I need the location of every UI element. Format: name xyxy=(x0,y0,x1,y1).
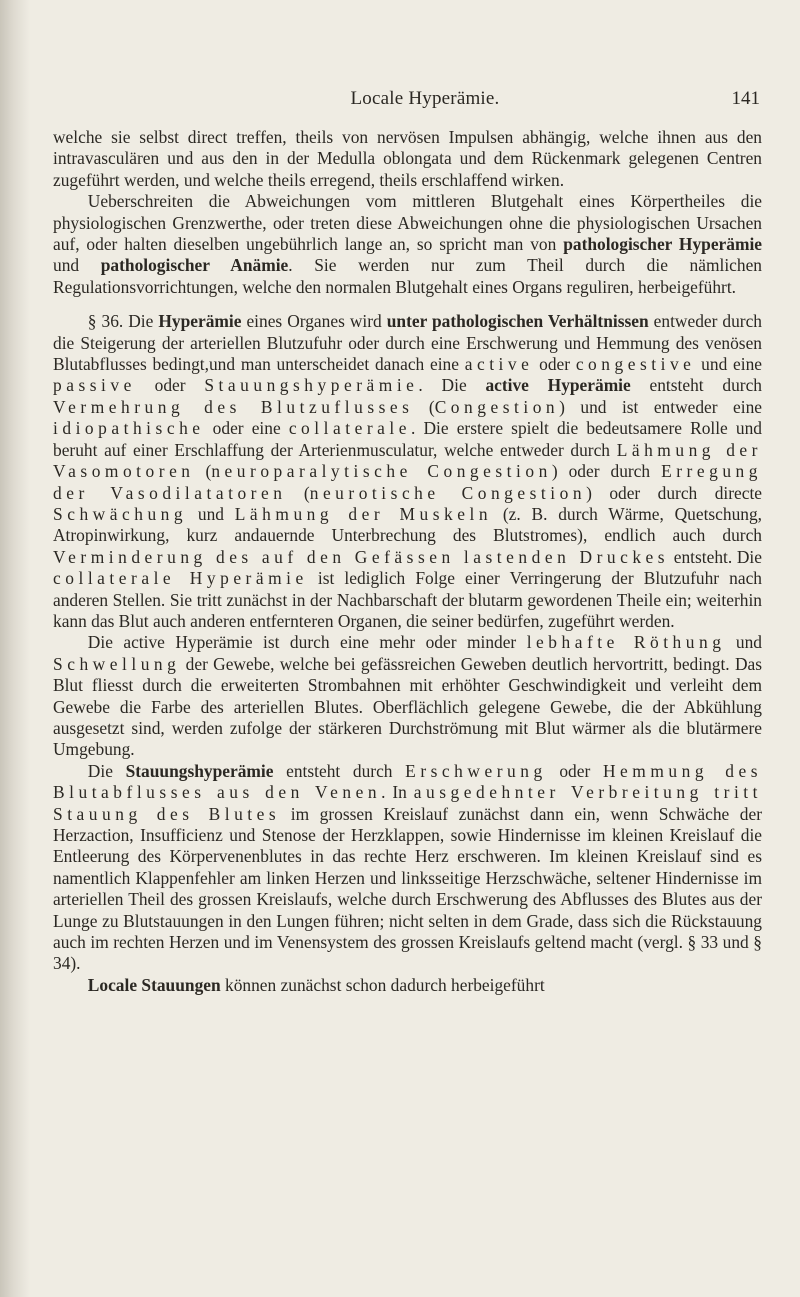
running-title: Locale Hyperämie. xyxy=(350,88,500,109)
text-run: . Sie werden nur zum Theil durch die nämlichen Regulationsvorrichtungen, welche den normalen Blutgehalt eines Organs reguliren, herbeigeführt. xyxy=(53,255,762,297)
text-run: und xyxy=(187,503,235,524)
text-run: und eine xyxy=(695,354,762,375)
text-run: ist lediglich Folge einer Verringerung der Blutzufuhr nach anderen Stellen. Sie tritt zunächst in der Nachbarschaft der blutarm gewordenen Theile ein; weiterhin kann das Blut auch anderen entfernteren Organen, die seiner bedürfen, zugeführt werden. xyxy=(53,568,762,631)
paragraph xyxy=(53,632,762,760)
text-run: oder xyxy=(546,760,603,781)
bold-term: Stauungshyperämie xyxy=(125,760,274,781)
text-run: . In xyxy=(381,782,414,803)
text-run: welche sie selbst direct treffen, theils von nervösen Impulsen abhängig, welche ihnen aus den intravasculären und aus den in der Medulla oblongata und dem Rückenmark gelegenen Centren zugeführt werden, und welche theils erregend, theils erschlaffend wirken. xyxy=(53,127,762,190)
bold-term: Hyperämie xyxy=(158,311,242,332)
text-run: . Die xyxy=(418,375,486,396)
text-run: oder xyxy=(135,375,205,396)
spaced-emphasis: Erregung der Vasodilatatoren xyxy=(53,461,762,503)
text-run: . Die erstere spielt die bedeutsamere Rolle und beruht auf einer Erschlaffung der Arterienmusculatur, welche entweder durch xyxy=(53,418,762,460)
bold-term: pathologischer Hyperämie xyxy=(563,234,762,255)
text-run: ) oder durch directe xyxy=(586,482,763,503)
bold-term: pathologischer Anämie xyxy=(100,255,289,276)
page-header xyxy=(60,88,790,118)
spaced-emphasis: passive xyxy=(53,375,136,396)
text-run: im grossen Kreislauf zunächst dann ein, wenn Schwäche der Herzaction, Insufficienz und Stenose der Herzklappen, sowie Hindernisse im kleinen Kreislauf die Entleerung des Körpervenenblutes in das rechte Herz erschweren. Im kleinen Kreislauf sind es namentlich Klappenfehler am linken Herzen und linksseitige Herzschwäche, seltener Hindernisse im arteriellen Theil des grossen Kreislaufs, welche durch Erschwerung des Abflusses des Blutes aus der Lunge zu Blutstauungen in den Lungen führen; nicht selten in dem Grade, dass sich die Rückstauung auch im rechten Herzen und im Venensystem des grossen Kreislaufs geltend macht (vergl. § 33 und § 34). xyxy=(53,803,763,974)
spaced-emphasis: Erschwerung xyxy=(405,760,547,781)
text-run: und xyxy=(53,255,101,276)
bold-term: unter pathologischen Verhältnissen xyxy=(386,311,649,332)
spaced-emphasis: Lähmung der Muskeln xyxy=(234,503,493,524)
text-run: entsteht durch xyxy=(630,375,762,396)
spaced-emphasis: Schwächung xyxy=(53,503,188,524)
text-run: Die active Hyperämie ist durch eine mehr oder minder xyxy=(87,632,527,653)
spaced-emphasis: Lähmung der Vasomotoren xyxy=(53,439,762,482)
spaced-emphasis: neuroparalytische Congestion xyxy=(211,461,552,482)
text-run: der Gewebe, welche bei gefässreichen Geweben deutlich hervortritt, bedingt. Das Blut fliesst durch die erweiterten Strombahnen mit erhöhter Geschwindigkeit und verleiht dem Gewebe die Farbe des arteriellen Blutes. Oberflächlich gelegene Gewebe, die der Abkühlung ausgesetzt sind, werden zufolge der stärkeren Durchströmung mit Blut wärmer als die blutärmere Umgebung. xyxy=(53,653,762,760)
text-run: ( xyxy=(194,461,212,482)
text-run: entsteht. Die xyxy=(669,546,762,567)
text-run: eines Organes wird xyxy=(241,311,387,332)
spaced-emphasis: collaterale Hyperämie xyxy=(53,568,308,589)
text-run: können zunächst schon dadurch herbeigeführt xyxy=(220,974,545,995)
text-run: entsteht durch xyxy=(273,760,406,781)
page-number: 141 xyxy=(731,88,760,109)
spaced-emphasis: active xyxy=(464,354,534,375)
text-run: Die xyxy=(87,760,126,781)
text-run: und xyxy=(725,632,762,653)
spaced-emphasis: congestive xyxy=(575,354,696,375)
text-run: entweder durch die Steigerung der arteriellen Blutzufuhr oder durch eine Erschwerung und Hemmung des venösen Blutabflusses bedingt,und man unterscheidet danach eine xyxy=(53,311,762,375)
spaced-emphasis: Vermehrung des Blutzuflusses xyxy=(53,396,414,417)
bold-term: Locale Stauungen xyxy=(87,974,221,995)
text-run: (z. B. durch Wärme, Quetschung, Atropinwirkung, kurz andauernde Unterbrechung des Blutstromes), endlich auch durch xyxy=(53,503,763,546)
paragraph xyxy=(53,761,762,975)
text-run: ( xyxy=(413,396,435,417)
text-run: oder xyxy=(533,354,576,375)
spaced-emphasis: Verminderung des auf den Gefässen lastenden Druckes xyxy=(53,546,670,567)
paragraph xyxy=(53,311,762,632)
paragraph xyxy=(53,127,762,191)
text-run: ) oder durch xyxy=(551,461,662,482)
text-run: § 36. Die xyxy=(87,311,159,332)
bold-term: active Hyperämie xyxy=(485,375,631,396)
spaced-emphasis: Stauungshyperämie xyxy=(204,375,419,396)
text-run: oder eine xyxy=(204,418,289,439)
text-run: Ueberschreiten die Abweichungen vom mittleren Blutgehalt eines Körpertheiles die physiologischen Grenzwerthe, oder treten diese Abweichungen ohne die physiologischen Ursachen auf, oder halten dieselben ungebührlich lange an, so spricht man von xyxy=(53,191,762,255)
body-text xyxy=(53,127,762,996)
spaced-emphasis: ausgedehnter Verbreitung tritt Stauung des Blutes xyxy=(53,782,763,824)
text-run: ( xyxy=(286,482,310,503)
spaced-emphasis: neurotische Congestion xyxy=(309,482,587,503)
page-gutter-shadow xyxy=(0,0,30,1297)
paragraph xyxy=(53,191,762,298)
spaced-emphasis: idiopathische xyxy=(53,418,205,439)
spaced-emphasis: Hemmung des Blutabflusses aus den Venen xyxy=(53,760,762,803)
paragraph xyxy=(53,975,762,996)
text-run: ) und ist entweder eine xyxy=(559,396,762,417)
spaced-emphasis: collaterale xyxy=(288,418,411,439)
spaced-emphasis: Schwellung xyxy=(53,653,181,674)
spaced-emphasis: lebhafte Röthung xyxy=(526,632,726,653)
spaced-emphasis: Congestion xyxy=(434,396,560,417)
